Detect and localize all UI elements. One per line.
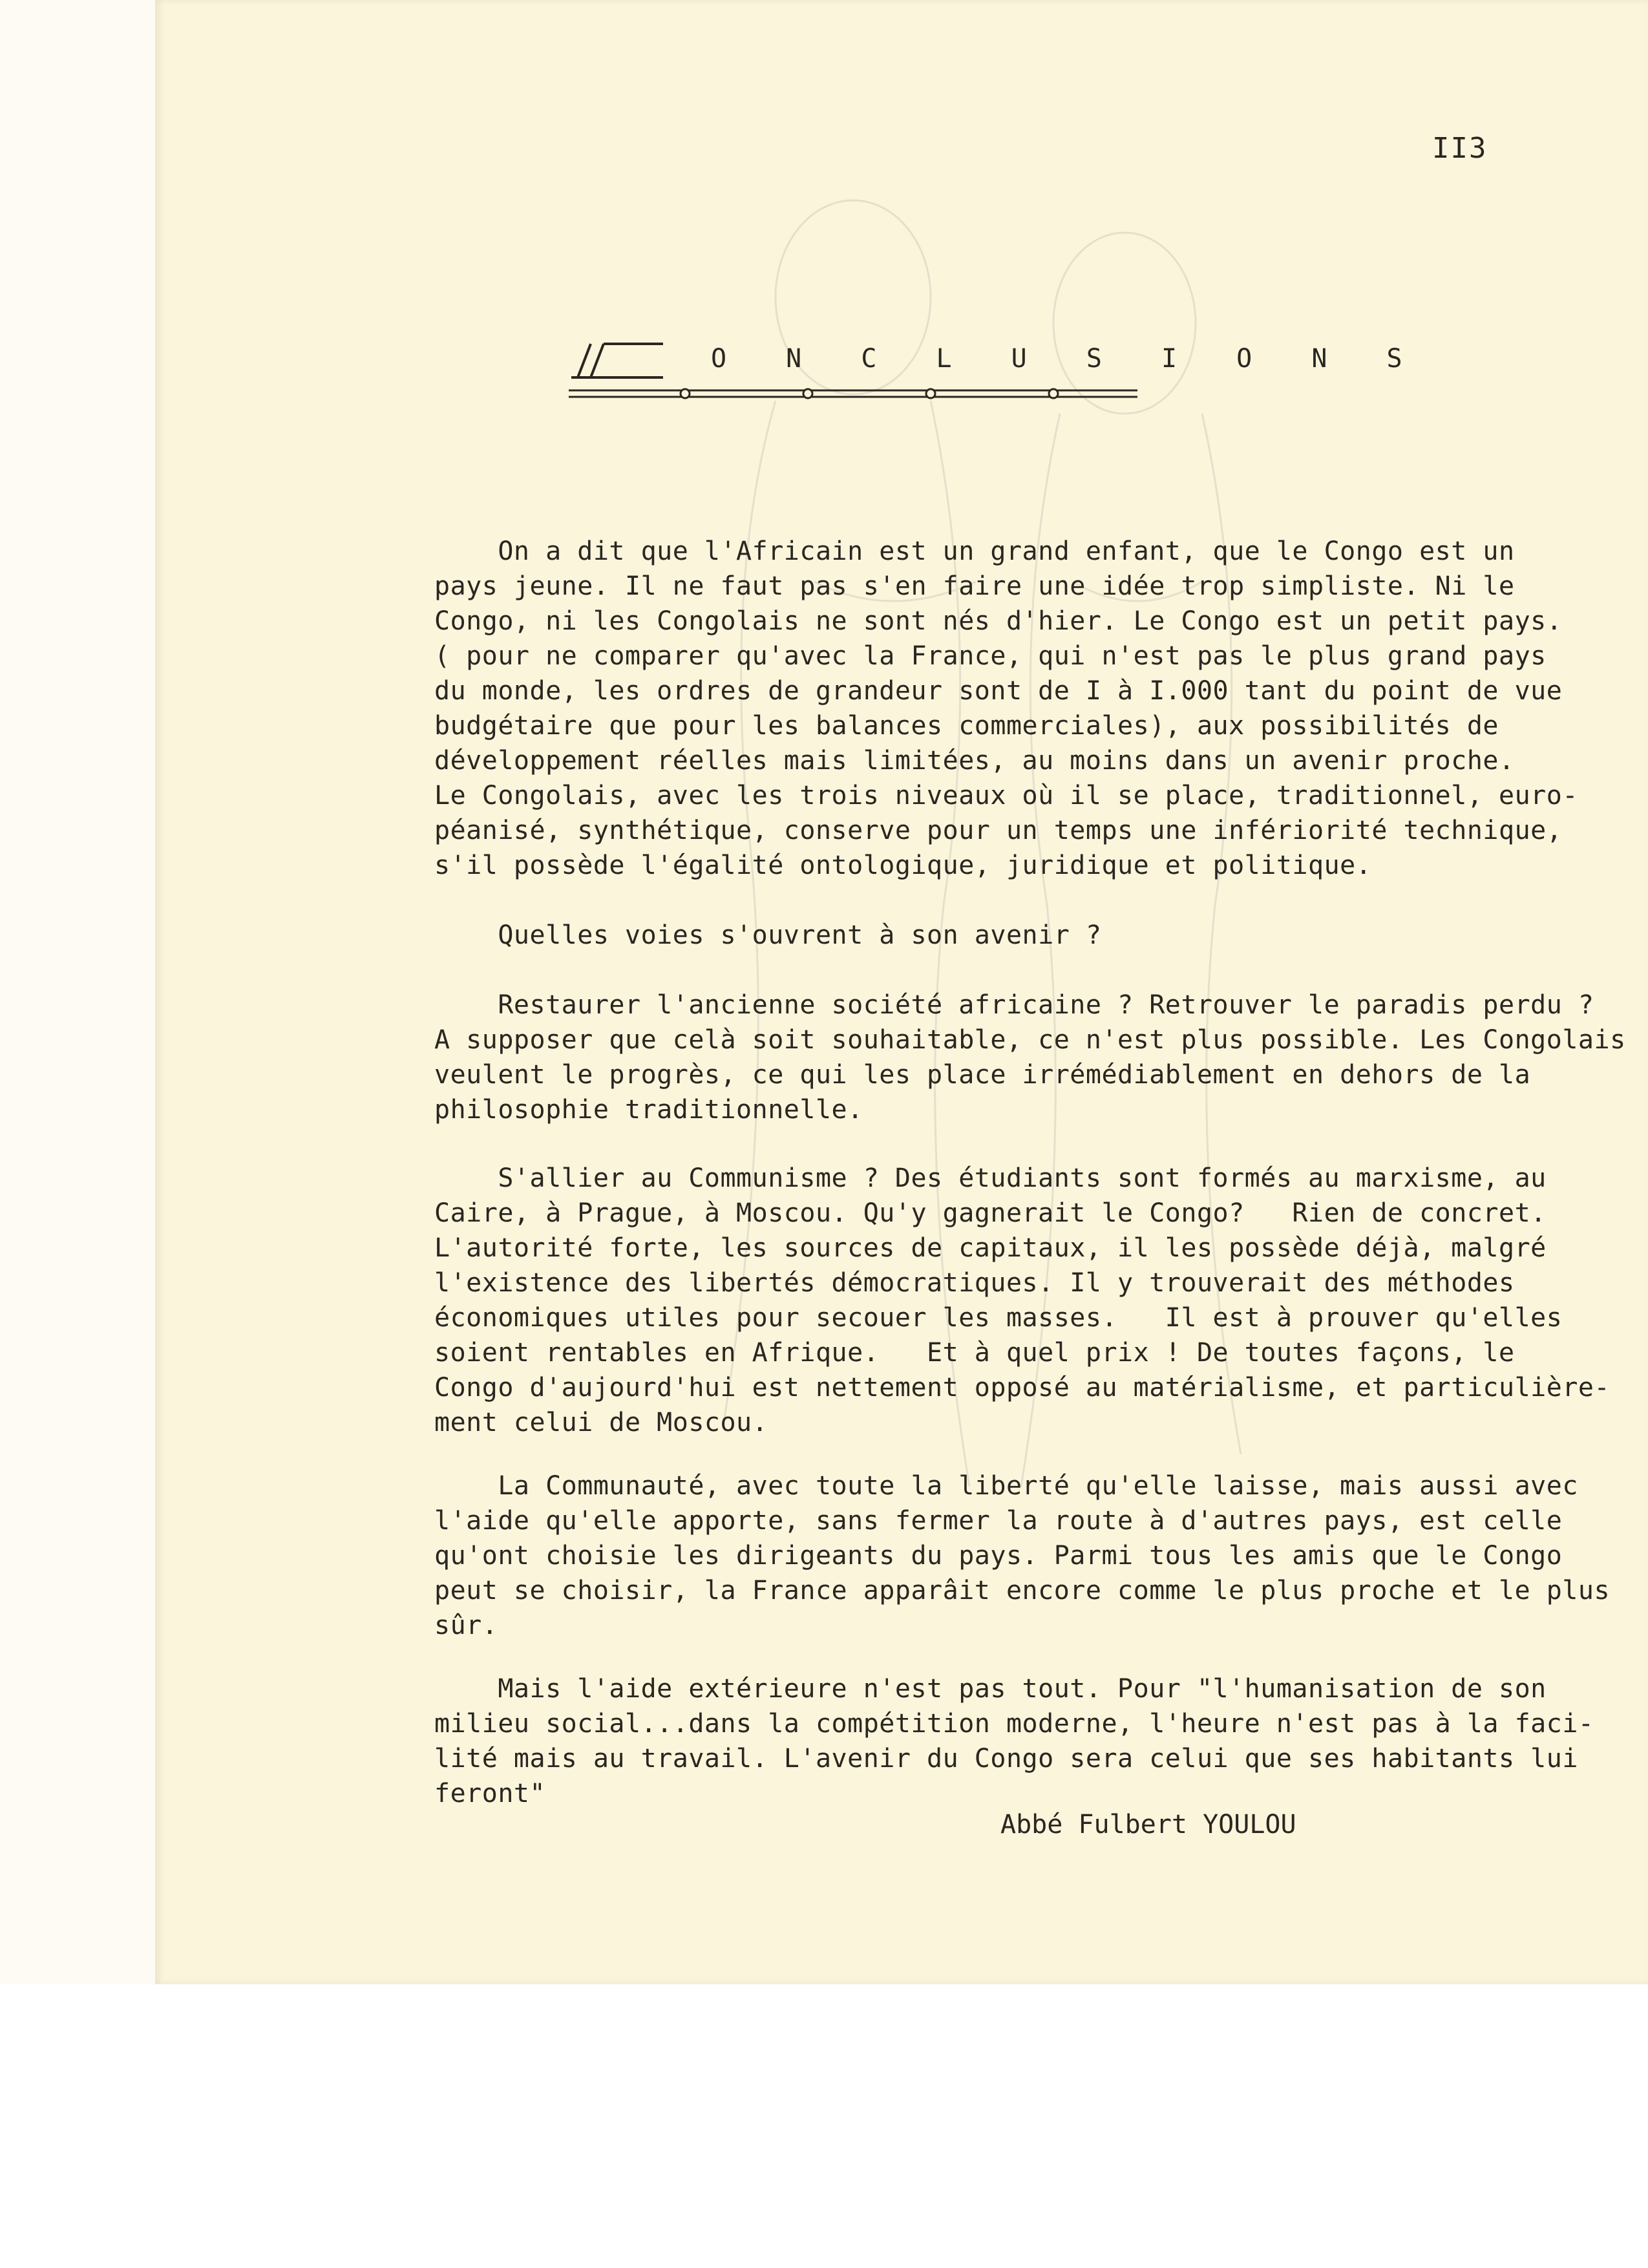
body-text-line: sûr. xyxy=(434,1611,498,1640)
body-text-line: La Communauté, avec toute la liberté qu'elle laisse, mais aussi avec xyxy=(434,1471,1578,1501)
body-text-line: Caire, à Prague, à Moscou. Qu'y gagnerait le Congo? Rien de concret. xyxy=(434,1198,1547,1228)
body-text-line: développement réelles mais limitées, au moins dans un avenir proche. xyxy=(434,746,1515,776)
body-text-line: péanisé, synthétique, conserve pour un temps une infériorité technique, xyxy=(434,816,1563,845)
body-text-line: Restaurer l'ancienne société africaine ? Retrouver le paradis perdu ? xyxy=(434,990,1594,1020)
body-text-line: l'existence des libertés démocratiques. Il y trouverait des méthodes xyxy=(434,1268,1515,1298)
body-text-line: feront" xyxy=(434,1779,546,1808)
body-text-line: S'allier au Communisme ? Des étudiants sont formés au marxisme, au xyxy=(434,1163,1547,1193)
body-text-line: philosophie traditionnelle. xyxy=(434,1095,863,1125)
author-signature: Abbé Fulbert YOULOU xyxy=(1000,1810,1296,1839)
body-text-line: du monde, les ordres de grandeur sont de I à I.000 tant du point de vue xyxy=(434,676,1563,706)
body-text-line: économiques utiles pour secouer les masses. Il est à prouver qu'elles xyxy=(434,1303,1563,1333)
page-margin-strip xyxy=(0,0,155,1984)
body-text-line: pays jeune. Il ne faut pas s'en faire une idée trop simpliste. Ni le xyxy=(434,571,1515,601)
body-text-line: Mais l'aide extérieure n'est pas tout. Pour "l'humanisation de son xyxy=(434,1674,1547,1704)
body-text-line: Congo d'aujourd'hui est nettement opposé au matérialisme, et particulière- xyxy=(434,1373,1611,1403)
heading-initial-mark xyxy=(569,341,666,380)
body-text-line: soient rentables en Afrique. Et à quel prix ! De toutes façons, le xyxy=(434,1338,1515,1368)
body-text-line: Quelles voies s'ouvrent à son avenir ? xyxy=(434,920,1102,950)
body-text-line: l'aide qu'elle apporte, sans fermer la route à d'autres pays, est celle xyxy=(434,1506,1563,1536)
page-title: O N C L U S I O N S xyxy=(711,344,1424,374)
body-text-line: ( pour ne comparer qu'avec la France, qui n'est pas le plus grand pays xyxy=(434,641,1547,671)
section-heading xyxy=(569,341,1424,406)
body-text-line: budgétaire que pour les balances commerciales), aux possibilités de xyxy=(434,711,1499,741)
body-text-line: A supposer que celà soit souhaitable, ce n'est plus possible. Les Congolais xyxy=(434,1025,1626,1055)
body-text-line: L'autorité forte, les sources de capitaux, il les possède déjà, malgré xyxy=(434,1233,1547,1263)
body-text-line: qu'ont choisie les dirigeants du pays. Parmi tous les amis que le Congo xyxy=(434,1541,1563,1571)
title-underline-ornament xyxy=(569,383,1137,405)
body-text-line: s'il possède l'égalité ontologique, juridique et politique. xyxy=(434,851,1372,880)
body-text-line: veulent le progrès, ce qui les place irrémédiablement en dehors de la xyxy=(434,1060,1531,1090)
body-text-line: Congo, ni les Congolais ne sont nés d'hier. Le Congo est un petit pays. xyxy=(434,606,1563,636)
body-text-line: On a dit que l'Africain est un grand enfant, que le Congo est un xyxy=(434,536,1515,566)
body-text-line: ment celui de Moscou. xyxy=(434,1408,768,1437)
body-text-line: Le Congolais, avec les trois niveaux où il se place, traditionnel, euro- xyxy=(434,781,1578,811)
body-text-line: peut se choisir, la France apparâit encore comme le plus proche et le plus xyxy=(434,1576,1611,1606)
page-number: II3 xyxy=(1432,132,1488,165)
body-text-line: lité mais au travail. L'avenir du Congo sera celui que ses habitants lui xyxy=(434,1744,1578,1774)
body-text-line: milieu social...dans la compétition moderne, l'heure n'est pas à la faci- xyxy=(434,1709,1594,1739)
